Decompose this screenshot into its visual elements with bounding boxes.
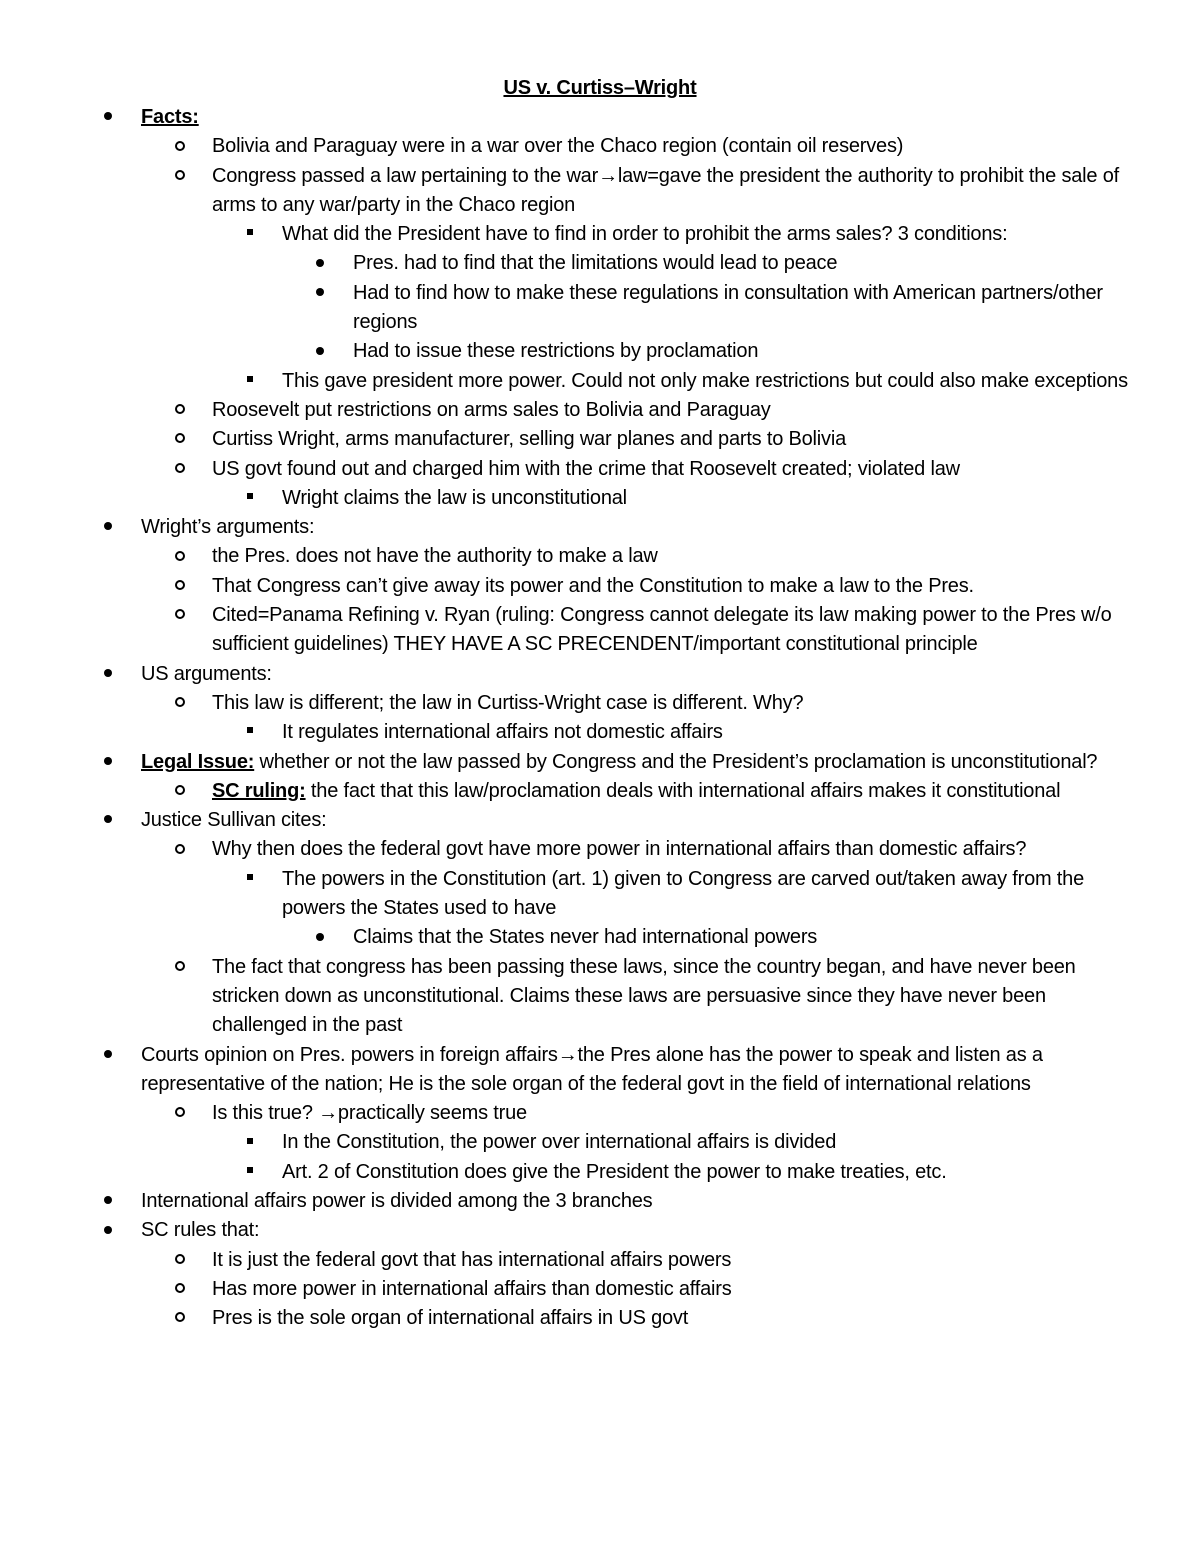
- outline-item-body: Has more power in international affairs than domestic affairs: [212, 1277, 732, 1300]
- outline-item: [0, 923, 1200, 952]
- outline-item: [0, 572, 1200, 601]
- outline-item-body: Bolivia and Paraguay were in a war over the Chaco region (contain oil reserves): [212, 135, 904, 158]
- bullet-circle-icon: [175, 132, 189, 161]
- outline-item: [0, 542, 1200, 571]
- outline-item-body: The powers in the Constitution (art. 1) given to Congress are carved out/taken away from the powers the States used to have: [282, 867, 1085, 920]
- outline-item-text: [212, 162, 1200, 221]
- outline-item: [0, 777, 1200, 806]
- outline-item-text: [212, 835, 1200, 864]
- outline-item-text: [141, 1041, 1200, 1100]
- bullet-circle-icon: [175, 601, 189, 630]
- bullet-dot-icon: [104, 806, 118, 835]
- outline-item: [0, 1216, 1200, 1245]
- bullet-dot-icon: [316, 249, 330, 278]
- outline-item: [0, 162, 1200, 221]
- outline-item-body: US arguments:: [141, 662, 272, 685]
- bullet-square-icon: [246, 367, 260, 396]
- outline-item: [0, 835, 1200, 864]
- document-title: US v. Curtiss–Wright: [503, 77, 697, 99]
- bullet-circle-icon: [175, 572, 189, 601]
- outline-item-body: Cited=Panama Refining v. Ryan (ruling: Congress cannot delegate its law making power to the Pres w/o sufficient guidelines) THEY HAVE A SC PRECENDENT/important constitutional principle: [212, 604, 1112, 656]
- outline-item-body: What did the President have to find in order to prohibit the arms sales? 3 conditions:: [282, 223, 1008, 246]
- outline-item-body: International affairs power is divided among the 3 branches: [141, 1189, 653, 1212]
- outline-item-text: [141, 806, 1200, 835]
- bullet-circle-icon: [175, 1304, 189, 1333]
- outline-item: [0, 1275, 1200, 1304]
- outline-item-text: [141, 748, 1200, 777]
- outline-item-body: This law is different; the law in Curtiss-Wright case is different. Why?: [212, 691, 804, 714]
- outline-item: [0, 1041, 1200, 1100]
- bullet-square-icon: [246, 865, 260, 894]
- outline-item: [0, 425, 1200, 454]
- bullet-square-icon: [246, 718, 260, 747]
- outline-item: [0, 220, 1200, 249]
- bullet-circle-icon: [175, 689, 189, 718]
- outline-item-body: Congress passed a law pertaining to the war→law=gave the president the authority to prohibit the sale of arms to any war/party in the Chaco region: [212, 164, 1119, 216]
- outline-item: [0, 1187, 1200, 1216]
- outline-item-body: whether or not the law passed by Congress and the President’s proclamation is unconstitutional?: [254, 750, 1098, 773]
- outline-item-text: [212, 572, 1200, 601]
- outline-item-text: [282, 718, 1200, 747]
- bullet-circle-icon: [175, 162, 189, 191]
- outline-item-body: Curtiss Wright, arms manufacturer, selling war planes and parts to Bolivia: [212, 428, 846, 451]
- outline-item: [0, 1246, 1200, 1275]
- bullet-circle-icon: [175, 1246, 189, 1275]
- outline-item-body: That Congress can’t give away its power and the Constitution to make a law to the Pres.: [212, 574, 974, 597]
- outline-item-text: [282, 865, 1200, 924]
- outline-item-body: the Pres. does not have the authority to make a law: [212, 545, 658, 568]
- outline-item-text: [212, 1099, 1200, 1128]
- outline-item-label: Legal Issue:: [141, 750, 255, 773]
- outline-item-text: [353, 249, 1200, 278]
- outline-item: [0, 249, 1200, 278]
- outline-item: [0, 748, 1200, 777]
- outline-item: [0, 1128, 1200, 1157]
- bullet-dot-icon: [104, 1187, 118, 1216]
- outline-item-body: Art. 2 of Constitution does give the President the power to make treaties, etc.: [282, 1160, 947, 1183]
- outline-item-body: SC rules that:: [141, 1219, 260, 1242]
- outline-item: [0, 689, 1200, 718]
- outline-item-text: [141, 103, 1200, 132]
- bullet-circle-icon: [175, 1099, 189, 1128]
- bullet-square-icon: [246, 484, 260, 513]
- outline-item: [0, 601, 1200, 660]
- outline-item-body: Claims that the States never had international powers: [353, 926, 818, 949]
- outline-item-body: Why then does the federal govt have more power in international affairs than domestic affairs?: [212, 838, 1027, 861]
- outline-item-text: [212, 455, 1200, 484]
- outline-item-label: Facts:: [141, 106, 199, 128]
- outline-item-text: [212, 689, 1200, 718]
- outline-item-text: [212, 542, 1200, 571]
- outline-item-text: [282, 1158, 1200, 1187]
- outline-item-text: [353, 279, 1200, 338]
- bullet-circle-icon: [175, 777, 189, 806]
- bullet-dot-icon: [316, 337, 330, 366]
- outline-item: [0, 132, 1200, 161]
- bullet-circle-icon: [175, 425, 189, 454]
- outline-item-text: [212, 953, 1200, 1041]
- outline-item: [0, 865, 1200, 924]
- outline-item-body: This gave president more power. Could not only make restrictions but could also make exceptions: [282, 369, 1128, 392]
- outline-item: [0, 806, 1200, 835]
- outline-item-text: [353, 337, 1200, 366]
- outline-item-body: Justice Sullivan cites:: [141, 809, 327, 832]
- outline-item-text: [353, 923, 1200, 952]
- outline-item-text: [141, 660, 1200, 689]
- outline-item-text: [212, 1304, 1200, 1333]
- bullet-square-icon: [246, 1158, 260, 1187]
- outline-item: [0, 1304, 1200, 1333]
- outline-item-body: Wright claims the law is unconstitutional: [282, 486, 627, 509]
- bullet-dot-icon: [104, 1041, 118, 1070]
- bullet-circle-icon: [175, 542, 189, 571]
- bullet-dot-icon: [104, 1216, 118, 1245]
- bullet-square-icon: [246, 220, 260, 249]
- outline-item: [0, 455, 1200, 484]
- bullet-dot-icon: [104, 660, 118, 689]
- outline-item-text: [212, 1246, 1200, 1275]
- bullet-circle-icon: [175, 396, 189, 425]
- bullet-square-icon: [246, 1128, 260, 1157]
- outline-list: [0, 103, 1200, 1333]
- outline-item-body: In the Constitution, the power over international affairs is divided: [282, 1131, 837, 1154]
- outline-item-text: [212, 777, 1200, 806]
- outline-item: [0, 718, 1200, 747]
- bullet-dot-icon: [316, 923, 330, 952]
- outline-item-body: the fact that this law/proclamation deals with international affairs makes it constitutional: [305, 779, 1061, 802]
- outline-item-text: [282, 367, 1200, 396]
- bullet-circle-icon: [175, 835, 189, 864]
- outline-item-text: [212, 132, 1200, 161]
- outline-item-text: [212, 396, 1200, 425]
- outline-item-text: [141, 513, 1200, 542]
- outline-item-text: [212, 1275, 1200, 1304]
- outline-item-label: SC ruling:: [212, 779, 306, 802]
- outline-item-text: [282, 1128, 1200, 1157]
- outline-item-body: It is just the federal govt that has international affairs powers: [212, 1248, 732, 1271]
- bullet-circle-icon: [175, 455, 189, 484]
- bullet-dot-icon: [104, 513, 118, 542]
- bullet-circle-icon: [175, 953, 189, 982]
- bullet-dot-icon: [104, 103, 118, 132]
- outline-item: [0, 953, 1200, 1041]
- outline-item-body: Pres is the sole organ of international affairs in US govt: [212, 1307, 689, 1330]
- outline-item: [0, 279, 1200, 338]
- outline-item: [0, 484, 1200, 513]
- outline-item-text: [141, 1187, 1200, 1216]
- outline-item: [0, 396, 1200, 425]
- outline-item: [0, 337, 1200, 366]
- outline-item: [0, 513, 1200, 542]
- outline-item: [0, 1099, 1200, 1128]
- outline-item-body: Had to issue these restrictions by proclamation: [353, 340, 759, 363]
- outline-item-body: Is this true? →practically seems true: [212, 1102, 527, 1125]
- outline-item-body: Courts opinion on Pres. powers in foreign affairs→the Pres alone has the power to speak and listen as a representative of the nation; He is the sole organ of the federal govt in the field of international relations: [141, 1043, 1043, 1095]
- outline-item-body: It regulates international affairs not domestic affairs: [282, 721, 723, 744]
- outline-item-body: US govt found out and charged him with the crime that Roosevelt created; violated law: [212, 457, 960, 480]
- outline-item-body: Wright’s arguments:: [141, 516, 315, 539]
- outline-item-text: [212, 425, 1200, 454]
- bullet-circle-icon: [175, 1275, 189, 1304]
- outline-item: [0, 367, 1200, 396]
- outline-item-text: [141, 1216, 1200, 1245]
- outline-item-text: [282, 220, 1200, 249]
- outline-item: [0, 1158, 1200, 1187]
- outline-item-text: [212, 601, 1200, 660]
- outline-item: [0, 103, 1200, 132]
- outline-item: [0, 660, 1200, 689]
- bullet-dot-icon: [316, 279, 330, 308]
- outline-item-body: Roosevelt put restrictions on arms sales to Bolivia and Paraguay: [212, 398, 771, 421]
- bullet-dot-icon: [104, 748, 118, 777]
- outline-item-body: Pres. had to find that the limitations would lead to peace: [353, 252, 838, 275]
- outline-item-text: [282, 484, 1200, 513]
- outline-item-body: Had to find how to make these regulations in consultation with American partners/other regions: [353, 281, 1103, 334]
- outline-item-body: The fact that congress has been passing these laws, since the country began, and have never been stricken down as unconstitutional. Claims these laws are persuasive since they have never been challenged in the past: [212, 955, 1076, 1037]
